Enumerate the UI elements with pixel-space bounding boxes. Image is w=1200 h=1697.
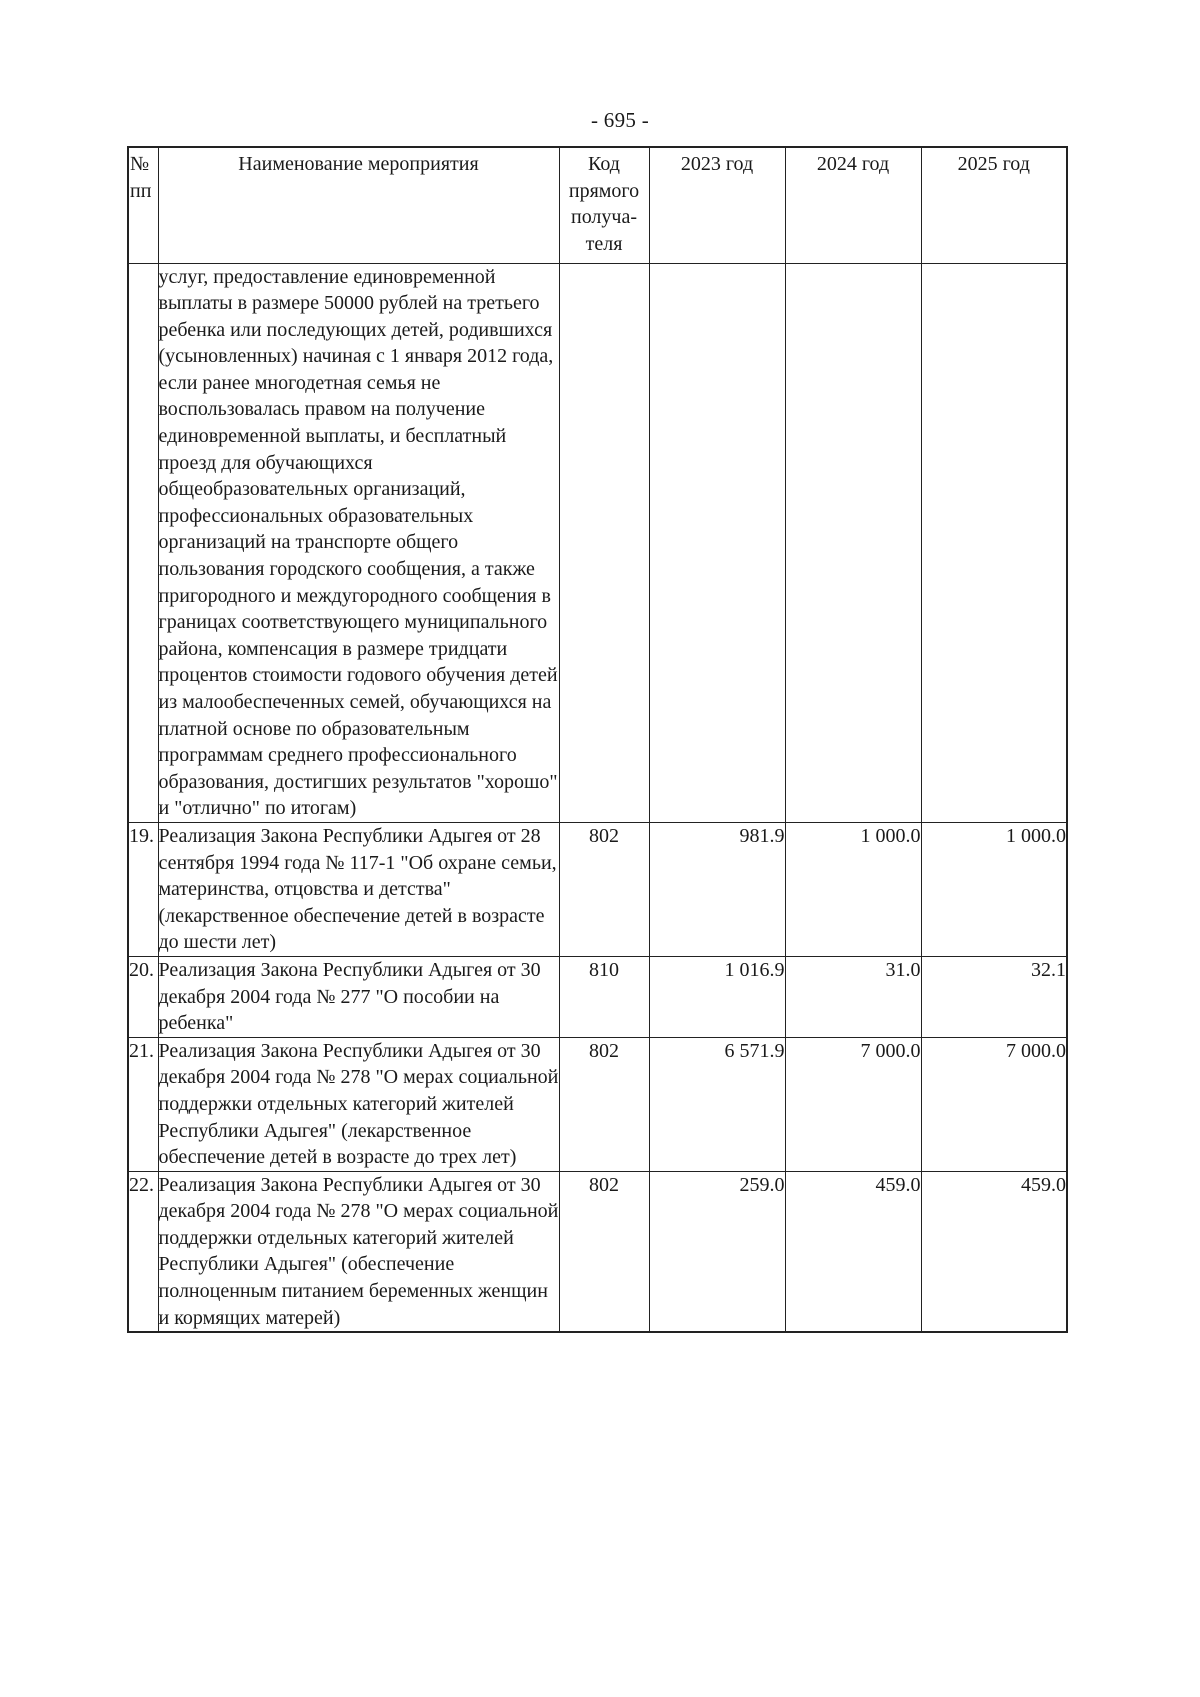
cell-code: 802 [559, 822, 649, 956]
budget-table [127, 146, 1068, 1333]
cell-code: 802 [559, 1171, 649, 1332]
cell-2025: 7 000.0 [921, 1037, 1067, 1171]
cell-2024: 1 000.0 [785, 822, 921, 956]
header-2023: 2023 год [649, 147, 785, 263]
cell-code: 810 [559, 956, 649, 1037]
cell-name: Реализация Закона Республики Адыгея от 30 декабря 2004 года № 278 "О мерах социальной поддержки отдельных категорий жителей Республики Адыгея" (лекарственное обеспечение детей в возрасте до трех лет) [158, 1037, 559, 1171]
cell-2025: 32.1 [921, 956, 1067, 1037]
header-2024: 2024 год [785, 147, 921, 263]
header-code-line: прямого [568, 179, 640, 202]
cell-name: Реализация Закона Республики Адыгея от 30 декабря 2004 года № 277 "О пособии на ребенка" [158, 956, 559, 1037]
table-row [128, 822, 1067, 956]
table-row [128, 956, 1067, 1037]
cell-2023: 981.9 [649, 822, 785, 956]
cell-code [559, 263, 649, 822]
table-row [128, 1037, 1067, 1171]
cell-name: Реализация Закона Республики Адыгея от 30 декабря 2004 года № 278 "О мерах социальной поддержки отдельных категорий жителей Республики Адыгея" (обеспечение полноценным питанием беременных женщин и кормящих матерей) [158, 1171, 559, 1332]
header-code-line: получа- [570, 206, 637, 229]
cell-2025: 1 000.0 [921, 822, 1067, 956]
cell-number: 20. [128, 956, 158, 1037]
cell-2024 [785, 263, 921, 822]
cell-number: 21. [128, 1037, 158, 1171]
header-number [128, 147, 158, 263]
cell-2025: 459.0 [921, 1171, 1067, 1332]
cell-2023: 6 571.9 [649, 1037, 785, 1171]
cell-2024: 7 000.0 [785, 1037, 921, 1171]
cell-2025 [921, 263, 1067, 822]
header-name: Наименование мероприятия [158, 147, 559, 263]
cell-code: 802 [559, 1037, 649, 1171]
cell-2024: 459.0 [785, 1171, 921, 1332]
cell-2023: 1 016.9 [649, 956, 785, 1037]
cell-2024: 31.0 [785, 956, 921, 1037]
cell-2023: 259.0 [649, 1171, 785, 1332]
header-number-line: № [130, 153, 150, 175]
cell-number: 19. [128, 822, 158, 956]
cell-2023 [649, 263, 785, 822]
header-code [559, 147, 649, 263]
header-2025: 2025 год [921, 147, 1067, 263]
header-number-line: пп [130, 179, 152, 202]
page-number: - 695 - [590, 108, 650, 132]
table-row [128, 1171, 1067, 1332]
table-header-row [128, 147, 1067, 263]
cell-name: Реализация Закона Республики Адыгея от 28 сентября 1994 года № 117-1 "Об охране семьи, материнства, отцовства и детства" (лекарственное обеспечение детей в возрасте до шести лет) [158, 822, 559, 956]
cell-name: услуг, предоставление единовременной выплаты в размере 50000 рублей на третьего ребенка или последующих детей, родившихся (усыновленных) начиная с 1 января 2012 года, если ранее многодетная семья не воспользовалась правом на получение единовременной выплаты, и бесплатный проезд для обучающихся общеобразовательных организаций, профессиональных образовательных организаций на транспорте общего пользования городского сообщения, а также пригородного и междугородного сообщения в границах соответствующего муниципального района, компенсация в размере тридцати процентов стоимости годового обучения детей из малообеспеченных семей, обучающихся на платной основе по образовательным программам среднего профессионального образования, достигших результатов "хорошо" и "отлично" по итогам) [158, 263, 559, 822]
header-code-line: теля [585, 232, 623, 255]
table-row-continuation [128, 263, 1067, 822]
cell-number: 22. [128, 1171, 158, 1332]
header-code-line: Код [588, 153, 620, 175]
cell-number [128, 263, 158, 822]
